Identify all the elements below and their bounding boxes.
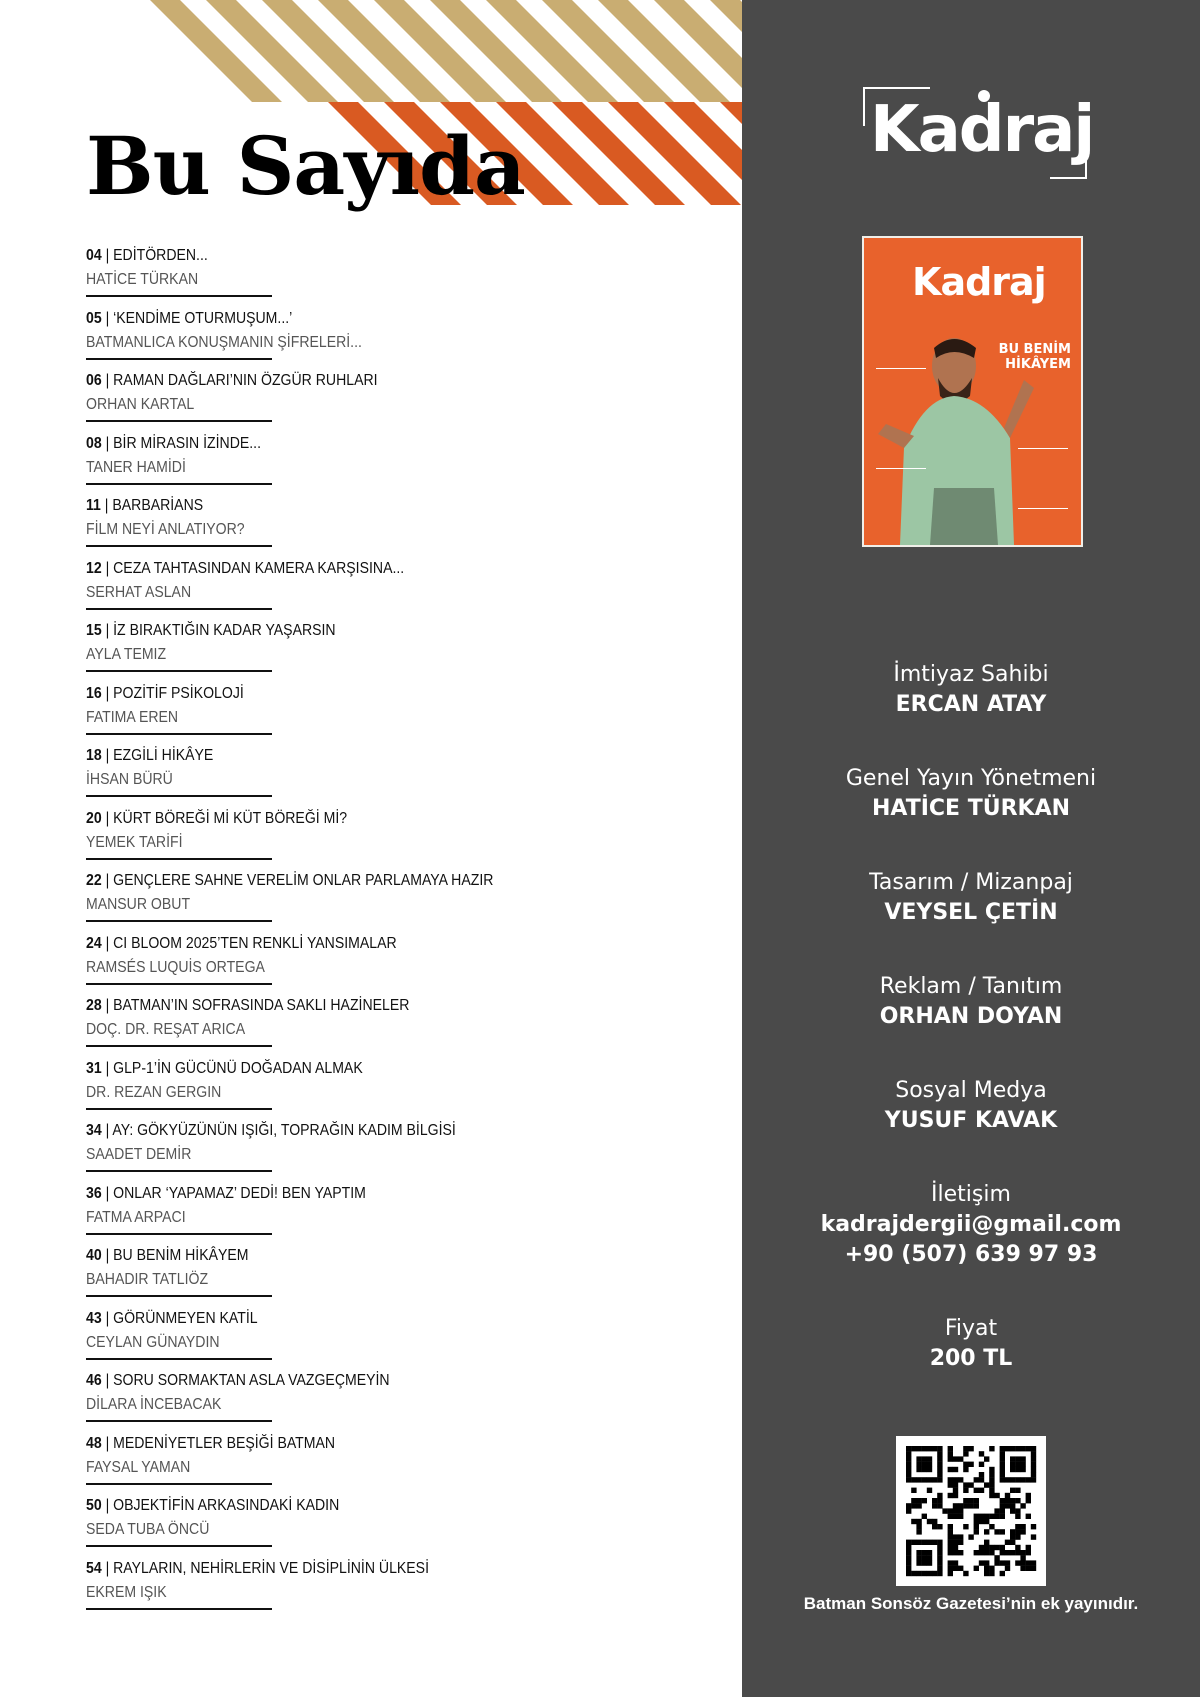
toc-entry-heading: [86, 559, 579, 579]
toc-separator: |: [101, 747, 114, 764]
credit-name: VEYSEL ÇETİN: [884, 900, 1058, 925]
footer-note: Batman Sonsöz Gazetesi’nin ek yayınıdır.: [803, 1594, 1139, 1613]
toc-divider: [86, 1170, 272, 1172]
qr-code-icon[interactable]: [896, 1436, 1046, 1586]
toc-author: MANSUR OBUT: [86, 896, 191, 913]
toc-separator: |: [101, 1434, 114, 1452]
toc-title: RAYLARIN, NEHİRLERİN VE DİSİPLİNİN ÜLKESİ: [113, 1559, 429, 1577]
toc-separator: |: [101, 1184, 114, 1202]
toc-separator: |: [101, 372, 114, 389]
toc-entry[interactable]: [86, 934, 646, 997]
credit-role: Genel Yayın Yönetmeni: [845, 766, 1097, 791]
toc-page-number: 11: [86, 497, 101, 514]
toc-page-number: 50: [86, 1497, 102, 1514]
toc-author: AYLA TEMIZ: [86, 646, 167, 663]
credit-name: YUSUF KAVAK: [884, 1108, 1058, 1133]
contact-email[interactable]: kadrajdergii@gmail.com: [820, 1212, 1122, 1237]
toc-author: YEMEK TARİFİ: [86, 833, 183, 851]
toc-page-number: 48: [86, 1434, 102, 1452]
toc-entry-heading: [86, 246, 579, 266]
cover-tag-decor: [1018, 508, 1068, 531]
toc-title: CI BLOOM 2025’TEN RENKLİ YANSIMALAR: [113, 934, 397, 952]
toc-author: CEYLAN GÜNAYDIN: [86, 1333, 220, 1351]
toc-author: BAHADIR TATLIÖZ: [86, 1271, 209, 1288]
toc-separator: |: [100, 497, 113, 514]
price-value: 200 TL: [929, 1346, 1013, 1371]
toc-author: İHSAN BÜRÜ: [86, 771, 173, 788]
toc-divider: [86, 1108, 272, 1110]
toc-author: SEDA TUBA ÖNCÜ: [86, 1521, 210, 1538]
toc-divider: [86, 295, 272, 297]
toc-page-number: 08: [86, 434, 102, 452]
contact-phone[interactable]: +90 (507) 639 97 93: [844, 1242, 1098, 1267]
toc-page-number: 54: [86, 1559, 102, 1577]
toc-entry[interactable]: [86, 1371, 646, 1434]
toc-author: RAMSÉS LUQUİS ORTEGA: [86, 958, 265, 976]
credit-name: HATİCE TÜRKAN: [871, 796, 1071, 821]
toc-author: SAADET DEMİR: [86, 1146, 192, 1163]
toc-page-number: 22: [86, 872, 102, 889]
toc-author: EKREM IŞIK: [86, 1583, 167, 1601]
toc-title: MEDENİYETLER BEŞİĞİ BATMAN: [113, 1434, 336, 1452]
toc-title: KÜRT BÖREĞİ Mİ KÜT BÖREĞİ Mİ?: [113, 809, 348, 827]
toc-separator: |: [101, 1559, 114, 1577]
toc-page-number: 16: [86, 684, 102, 702]
toc-entry-heading: [86, 746, 579, 766]
toc-divider: [86, 670, 272, 672]
toc-entry-heading: [86, 996, 579, 1016]
toc-entry[interactable]: [86, 1121, 646, 1184]
toc-page-number: 24: [86, 934, 102, 952]
toc-entry[interactable]: [86, 1184, 646, 1247]
toc-entry[interactable]: [86, 996, 646, 1059]
toc-page-number: 06: [86, 372, 102, 389]
toc-title: EZGİLİ HİKÂYE: [113, 747, 214, 764]
toc-entry[interactable]: [86, 871, 646, 934]
credit-role: Reklam / Tanıtım: [879, 974, 1063, 999]
toc-entry-heading: [86, 1496, 579, 1516]
contact-label: İletişim: [931, 1182, 1011, 1207]
toc-divider: [86, 1358, 272, 1360]
toc-separator: |: [101, 434, 114, 452]
toc-entry[interactable]: [86, 1496, 646, 1559]
toc-entry[interactable]: [86, 309, 646, 372]
toc-entry-heading: [86, 1309, 579, 1329]
toc-title: POZİTİF PSİKOLOJİ: [113, 684, 244, 702]
toc-separator: |: [101, 622, 114, 639]
toc-separator: |: [101, 1059, 114, 1077]
toc-separator: |: [101, 1372, 114, 1389]
toc-page-number: 20: [86, 809, 102, 827]
contact-block: [742, 1180, 1200, 1270]
toc-entry-heading: [86, 434, 579, 454]
toc-entry-heading: [86, 1059, 579, 1079]
sidebar-panel: [742, 0, 1200, 1697]
toc-separator: |: [101, 559, 114, 577]
toc-entry[interactable]: [86, 559, 646, 622]
toc-entry[interactable]: [86, 1559, 646, 1622]
price-block: [742, 1314, 1200, 1374]
toc-page-number: 15: [86, 622, 102, 639]
toc-page-number: 34: [86, 1122, 102, 1139]
credit-role: Sosyal Medya: [895, 1078, 1047, 1103]
toc-divider: [86, 920, 272, 922]
toc-divider: [86, 1295, 272, 1297]
toc-page-number: 28: [86, 997, 102, 1014]
kadraj-logo: [860, 82, 1094, 182]
toc-entry-heading: [86, 1559, 579, 1579]
toc-author: DİLARA İNCEBACAK: [86, 1396, 222, 1413]
toc-title: RAMAN DAĞLARI’NIN ÖZGÜR RUHLARI: [113, 372, 378, 389]
toc-separator: |: [101, 1497, 114, 1514]
toc-title: ‘KENDİME OTURMUŞUM...’: [113, 309, 293, 327]
magazine-cover: [862, 236, 1083, 547]
cover-headline: BU BENİM HİKÂYEM: [998, 342, 1071, 372]
toc-list: [86, 246, 646, 1621]
toc-page-number: 05: [86, 309, 102, 327]
toc-entry-heading: [86, 809, 579, 829]
toc-separator: |: [101, 934, 114, 952]
toc-divider: [86, 358, 272, 360]
credits-block: [742, 660, 1200, 1418]
credit-role: Tasarım / Mizanpaj: [869, 870, 1073, 895]
toc-author: HATİCE TÜRKAN: [86, 271, 199, 288]
toc-page-number: 40: [86, 1247, 102, 1264]
toc-entry-heading: [86, 1184, 579, 1204]
toc-separator: |: [101, 809, 114, 827]
toc-author: FİLM NEYİ ANLATIYOR?: [86, 521, 245, 538]
credit-name: ORHAN DOYAN: [879, 1004, 1063, 1029]
toc-author: FATMA ARPACI: [86, 1208, 186, 1226]
toc-title: OBJEKTİFİN ARKASINDAKİ KADIN: [113, 1497, 340, 1514]
toc-title: GLP-1’İN GÜCÜNÜ DOĞADAN ALMAK: [113, 1059, 363, 1077]
toc-entry-heading: [86, 934, 579, 954]
toc-page-number: 12: [86, 559, 102, 577]
toc-separator: |: [101, 1309, 114, 1327]
toc-separator: |: [101, 872, 114, 889]
logo-wordmark: Kadraj: [870, 93, 1094, 167]
toc-separator: |: [101, 997, 114, 1014]
toc-title: BİR MİRASIN İZİNDE...: [113, 434, 261, 452]
credit-item: [742, 868, 1200, 928]
toc-title: GÖRÜNMEYEN KATİL: [113, 1309, 258, 1327]
toc-entry[interactable]: [86, 246, 646, 309]
toc-entry-heading: [86, 1246, 579, 1266]
toc-entry-heading: [86, 621, 579, 641]
toc-title: İZ BIRAKTIĞIN KADAR YAŞARSIN: [113, 622, 336, 639]
toc-entry[interactable]: [86, 809, 646, 872]
toc-divider: [86, 1545, 272, 1547]
toc-title: BARBARİANS: [112, 497, 204, 514]
credit-item: [742, 1076, 1200, 1136]
toc-page-number: 31: [86, 1059, 102, 1077]
toc-entry-heading: [86, 371, 579, 391]
cover-tag-decor: [876, 468, 926, 491]
toc-title: AY: GÖKYÜZÜNÜN IŞIĞI, TOPRAĞIN KADIM BİLGİSİ: [112, 1122, 456, 1139]
credit-name: ERCAN ATAY: [895, 692, 1047, 717]
toc-author: BATMANLICA KONUŞMANIN ŞİFRELERİ...: [86, 333, 362, 351]
toc-divider: [86, 545, 272, 547]
toc-entry[interactable]: [86, 434, 646, 497]
toc-page-number: 43: [86, 1309, 102, 1327]
cover-portrait-icon: [864, 238, 1081, 545]
toc-title: SORU SORMAKTAN ASLA VAZGEÇMEYİN: [113, 1372, 390, 1389]
credit-item: [742, 764, 1200, 824]
credit-item: [742, 972, 1200, 1032]
toc-title: BATMAN’IN SOFRASINDA SAKLI HAZİNELER: [113, 997, 410, 1014]
toc-separator: |: [101, 684, 114, 702]
toc-author: DOÇ. DR. REŞAT ARICA: [86, 1021, 246, 1038]
toc-page-number: 18: [86, 747, 102, 764]
toc-divider: [86, 483, 272, 485]
toc-divider: [86, 858, 272, 860]
toc-entry[interactable]: [86, 746, 646, 809]
toc-entry[interactable]: [86, 1309, 646, 1372]
toc-entry[interactable]: [86, 621, 646, 684]
toc-entry[interactable]: [86, 371, 646, 434]
gold-stripes: [140, 0, 742, 112]
toc-entry-heading: [86, 1434, 579, 1454]
toc-divider: [86, 1420, 272, 1422]
toc-title: BU BENİM HİKÂYEM: [113, 1247, 249, 1264]
toc-entry[interactable]: [86, 1246, 646, 1309]
toc-author: FATIMA EREN: [86, 708, 179, 726]
toc-entry[interactable]: [86, 684, 646, 747]
page-title: Bu Sayıda: [86, 119, 525, 213]
toc-separator: |: [101, 247, 114, 264]
toc-author: SERHAT ASLAN: [86, 583, 192, 601]
cover-tag-decor: [876, 368, 926, 391]
toc-separator: |: [101, 1122, 113, 1139]
credit-item: [742, 660, 1200, 720]
toc-author: TANER HAMİDİ: [86, 458, 186, 476]
toc-divider: [86, 1608, 272, 1610]
toc-divider: [86, 420, 272, 422]
toc-entry-heading: [86, 309, 579, 329]
toc-divider: [86, 1045, 272, 1047]
cover-logo: Kadraj: [912, 260, 1046, 304]
toc-title: ONLAR ‘YAPAMAZ’ DEDİ! BEN YAPTIM: [113, 1184, 366, 1202]
toc-entry-heading: [86, 684, 579, 704]
toc-page-number: 46: [86, 1372, 102, 1389]
toc-divider: [86, 608, 272, 610]
toc-entry-heading: [86, 496, 579, 516]
toc-title: CEZA TAHTASINDAN KAMERA KARŞISINA...: [113, 559, 405, 577]
toc-entry-heading: [86, 1121, 579, 1141]
toc-page-number: 04: [86, 247, 102, 264]
toc-divider: [86, 1233, 272, 1235]
toc-page-number: 36: [86, 1184, 102, 1202]
toc-divider: [86, 983, 272, 985]
cover-tag-decor: [1018, 448, 1068, 471]
toc-entry-heading: [86, 1371, 579, 1391]
toc-divider: [86, 733, 272, 735]
toc-separator: |: [101, 309, 114, 327]
toc-entry[interactable]: [86, 1434, 646, 1497]
toc-divider: [86, 795, 272, 797]
toc-title: EDİTÖRDEN...: [113, 247, 208, 264]
toc-entry-heading: [86, 871, 579, 891]
toc-author: DR. REZAN GERGIN: [86, 1083, 222, 1101]
toc-divider: [86, 1483, 272, 1485]
credit-role: İmtiyaz Sahibi: [893, 662, 1049, 687]
toc-author: FAYSAL YAMAN: [86, 1458, 191, 1476]
toc-entry[interactable]: [86, 496, 646, 559]
price-label: Fiyat: [944, 1316, 998, 1341]
toc-title: GENÇLERE SAHNE VERELİM ONLAR PARLAMAYA HAZIR: [113, 872, 494, 889]
toc-entry[interactable]: [86, 1059, 646, 1122]
toc-author: ORHAN KARTAL: [86, 396, 195, 413]
toc-separator: |: [101, 1247, 114, 1264]
